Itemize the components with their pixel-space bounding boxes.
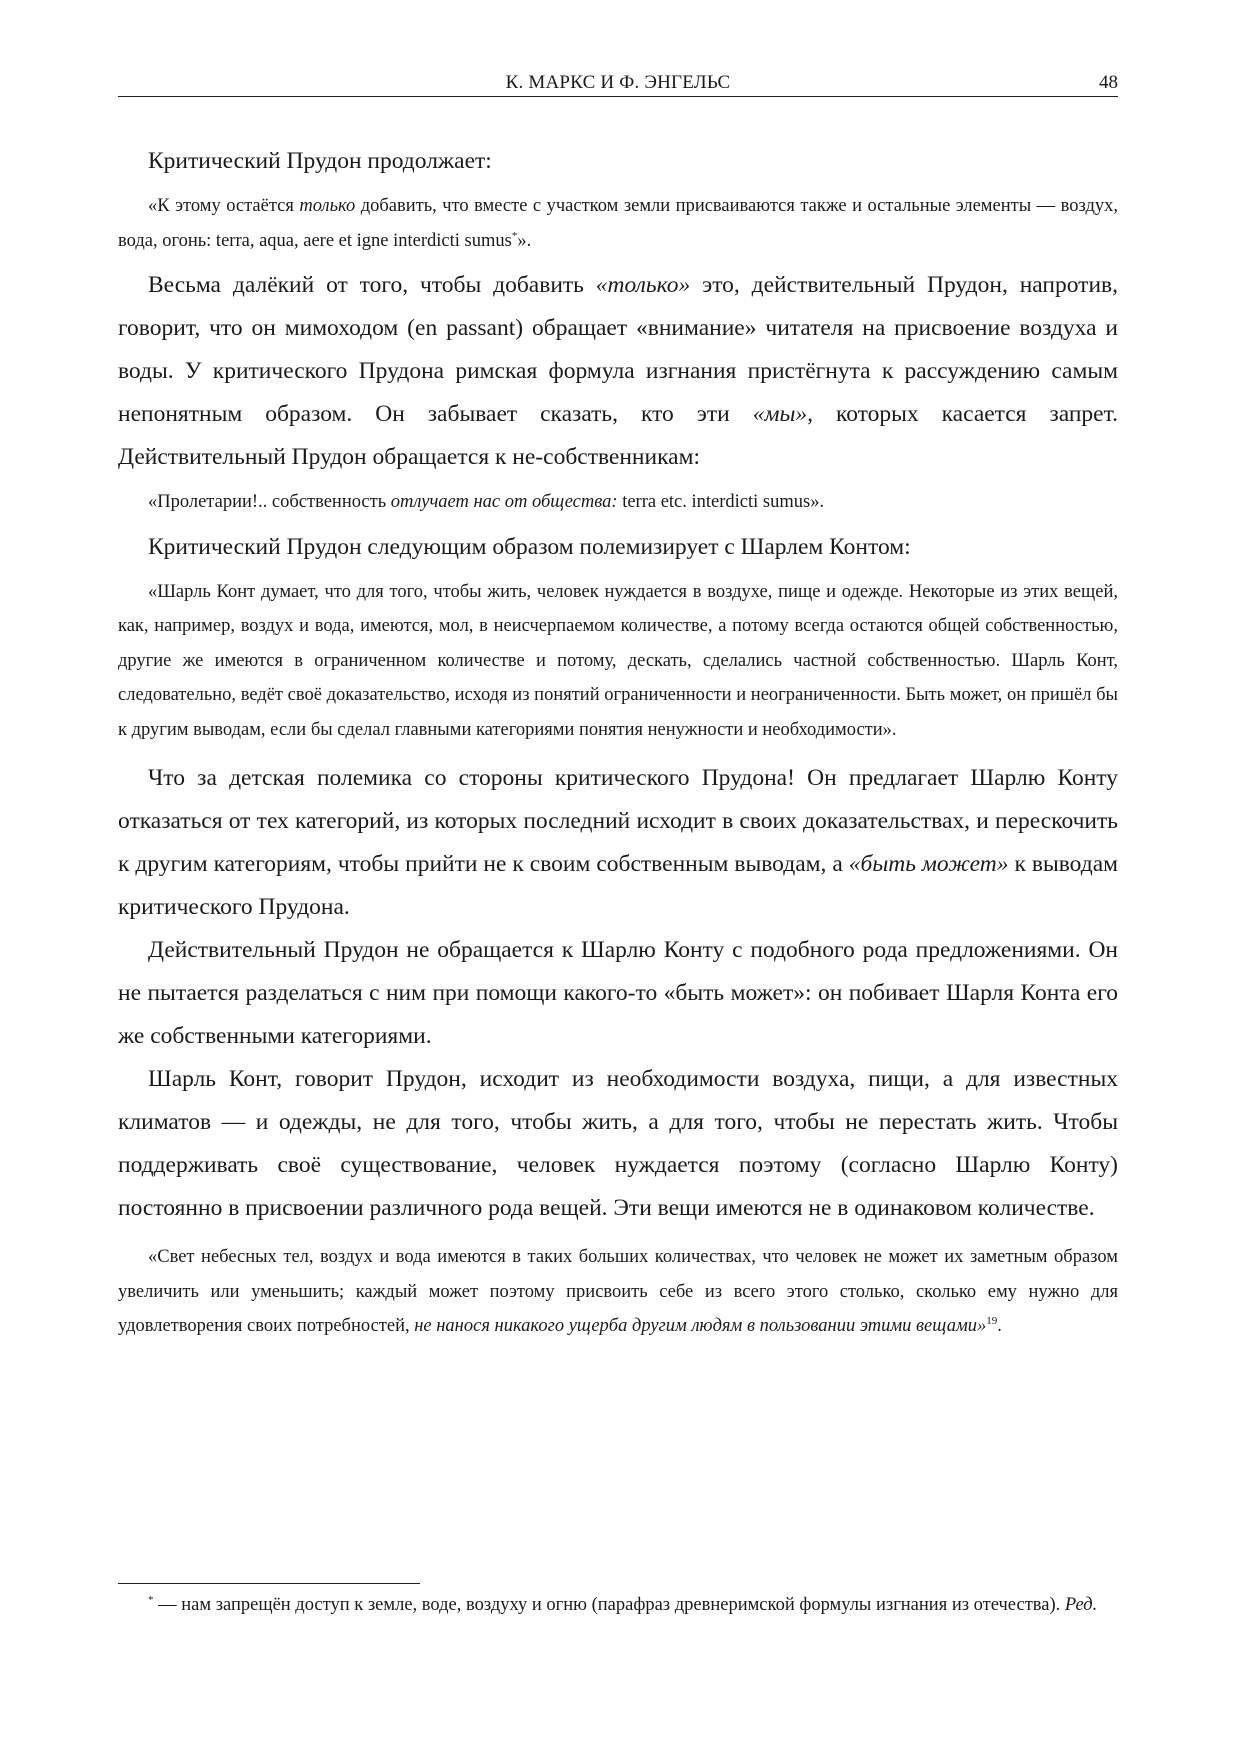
page-body xyxy=(118,140,1118,1344)
editor-note: Ред. xyxy=(1064,1595,1098,1615)
block-quote: «К этому остаётся только добавить, что вместе с участком земли присваиваются также и остальные элементы — воздух, вода, огонь: terra, aqua, aere et igne interdicti sumus*». xyxy=(118,196,1118,251)
paragraph: Критический Прудон продолжает: xyxy=(148,148,492,174)
endnote-ref: 19 xyxy=(986,1314,998,1327)
paragraph: Что за детская полемика со стороны критического Прудона! Он предлагает Шарлю Конту отказаться от тех категорий, из которых последний исходит в своих доказательствах, и перескочить к другим категориям, чтобы прийти не к своим собственным выводам, а «быть может» к выводам критического Прудона. xyxy=(118,765,1118,920)
block-quote: «Шарль Конт думает, что для того, чтобы жить, человек нуждается в воздухе, пище и одежде. Некоторые из этих вещей, как, например, воздух и вода, имеются, мол, в неисчерпаемом количестве, а потому всегда остаются общей собственностью, другие же имеются в ограниченном количестве и потому, дескать, сделались частной собственностью. Шарль Конт, следовательно, ведёт своё доказательство, исходя из понятий ограниченности и неограниченности. Быть может, он пришёл бы к другим выводам, если бы сделал главными категориями понятия ненужности и необходимости». xyxy=(118,581,1118,740)
footnote-ref: * xyxy=(511,229,518,242)
paragraph: Весьма далёкий от того, чтобы добавить «только» это, действительный Прудон, напротив, говорит, что он мимоходом (en passant) обращает «внимание» читателя на присвоение воздуха и воды. У критического Прудона римская формула изгнания пристёгнута к рассуждению самым непонятным образом. Он забывает сказать, кто эти «мы», которых касается запрет. Действительный Прудон обращается к не-собственникам: xyxy=(118,272,1118,470)
running-header xyxy=(118,70,1118,97)
block-quote: «Свет небесных тел, воздух и вода имеются в таких больших количествах, что человек не может их заметным образом увеличить или уменьшить; каждый может поэтому присвоить себе из всего этого столько, сколько ему нужно для удовлетворения своих потребностей, не нанося никакого ущерба другим людям в пользовании этими вещами»$^{19}$. xyxy=(118,1247,1118,1336)
footnote-separator xyxy=(118,1583,420,1584)
page-number: 48 xyxy=(1099,72,1118,93)
footnote: * — нам запрещён доступ к земле, воде, воздуху и огню (парафраз древнеримской формулы изгнания из отечества). Ред. xyxy=(148,1593,1098,1615)
block-quote: «Пролетарии!.. собственность отлучает нас от общества: terra etc. interdicti sumus». xyxy=(148,492,825,512)
header-title: К. МАРКС И Ф. ЭНГЕЛЬС xyxy=(505,72,731,93)
paragraph: Шарль Конт, говорит Прудон, исходит из необходимости воздуха, пищи, а для известных климатов — и одежды, не для того, чтобы жить, а для того, чтобы не перестать жить. Чтобы поддерживать своё существование, человек нуждается поэтому (согласно Шарлю Конту) постоянно в присвоении различного рода вещей. Эти вещи имеются не в одинаковом количестве. xyxy=(118,1066,1118,1221)
paragraph: Действительный Прудон не обращается к Шарлю Конту с подобного рода предложениями. Он не пытается разделаться с ним при помощи какого-то «быть может»: он побивает Шарля Конта его же собственными категориями. xyxy=(118,937,1118,1049)
footnote-marker: * xyxy=(148,1593,154,1606)
paragraph: Критический Прудон следующим образом полемизирует с Шарлем Контом: xyxy=(148,533,911,560)
